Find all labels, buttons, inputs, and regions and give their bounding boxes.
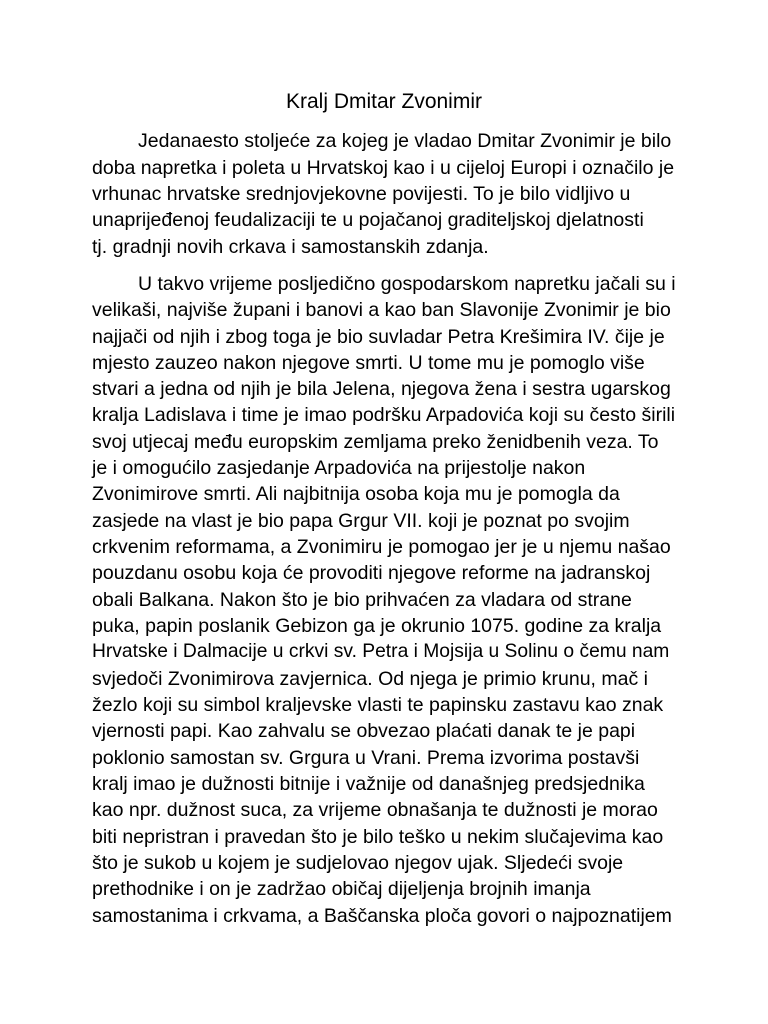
paragraph-line: velikaši, najviše župani i banovi a kao ban Slavonije Zvonimir je bio	[92, 299, 671, 321]
paragraph-line: U takvo vrijeme posljedično gospodarskom napretku jačali su i	[138, 273, 676, 295]
paragraph-line: pouzdanu osobu koja će provoditi njegove reforme na jadranskoj	[92, 562, 651, 584]
paragraph-line: prethodnike i on je zadržao običaj dijeljenja brojnih imanja	[92, 878, 591, 900]
paragraph-line: obali Balkana. Nakon što je bio prihvaćen za vladara od strane	[92, 589, 632, 611]
paragraph-line: vjernosti papi. Kao zahvalu se obvezao plaćati danak te je papi	[92, 720, 636, 742]
paragraph-line: mjesto zauzeo nakon njegove smrti. U tome mu je pomoglo više	[92, 352, 645, 374]
paragraph-line: Zvonimirove smrti. Ali najbitnija osoba koja mu je pomogla da	[92, 483, 620, 505]
paragraph-line: žezlo koji su simbol kraljevske vlasti te papinsku zastavu kao znak	[92, 694, 664, 716]
document-title: Kralj Dmitar Zvonimir	[285, 90, 482, 113]
paragraph-line: što je sukob u kojem je sudjelovao njegov ujak. Sljedeći svoje	[92, 852, 624, 874]
paragraph-line: kralja Ladislava i time je imao podršku Arpadovića koji su često širili	[92, 404, 676, 426]
paragraph-line: puka, papin poslanik Gebizon ga je okrunio 1075. godine za kralja	[92, 615, 662, 637]
paragraph-line: najjači od njih i zbog toga je bio suvladar Petra Krešimira IV. čije je	[92, 326, 665, 348]
paragraph-line: stvari a jedna od njih je bila Jelena, njegova žena i sestra ugarskog	[92, 378, 671, 400]
paragraph-line: vrhunac hrvatske srednjovjekovne povijesti. To je bilo vidljivo u	[92, 183, 631, 205]
paragraph-line: kao npr. dužnost suca, za vrijeme obnašanja te dužnosti je morao	[92, 799, 658, 821]
paragraph-line: tj. gradnji novih crkava i samostanskih zdanja.	[92, 236, 489, 258]
paragraph-line: doba napretka i poleta u Hrvatskoj kao i u cijeloj Europi i označilo je	[92, 157, 675, 179]
paragraph-line: svjedoči Zvonimirova zavjernica. Od njega je primio krunu, mač i	[92, 668, 648, 690]
paragraph-line: poklonio samostan sv. Grgura u Vrani. Prema izvorima postavši	[92, 747, 640, 769]
paragraph-line: svoj utjecaj među europskim zemljama preko ženidbenih veza. To	[92, 431, 659, 453]
paragraph-line: samostanima i crkvama, a Baščanska ploča govori o najpoznatijem	[92, 905, 672, 927]
paragraph-line: Hrvatske i Dalmacije u crkvi sv. Petra i Mojsija u Solinu o čemu nam	[92, 641, 670, 662]
paragraph-line: Jedanaesto stoljeće za kojeg je vladao Dmitar Zvonimir je bilo	[138, 130, 672, 152]
paragraph-line: kralj imao je dužnosti bitnije i važnije od današnjeg predsjednika	[92, 773, 645, 795]
paragraph-line: unaprijeđenoj feudalizaciji te u pojačanoj graditeljskoj djelatnosti	[92, 209, 644, 231]
paragraph-line: je i omogućilo zasjedanje Arpadovića na prijestolje nakon	[92, 457, 586, 479]
paragraph-line: crkvenim reformama, a Zvonimiru je pomogao jer je u njemu našao	[92, 536, 671, 558]
paragraph-line: zasjede na vlast je bio papa Grgur VII. koji je poznat po svojim	[92, 510, 630, 532]
paragraph-line: biti nepristran i pravedan što je bilo teško u nekim slučajevima kao	[92, 826, 664, 848]
